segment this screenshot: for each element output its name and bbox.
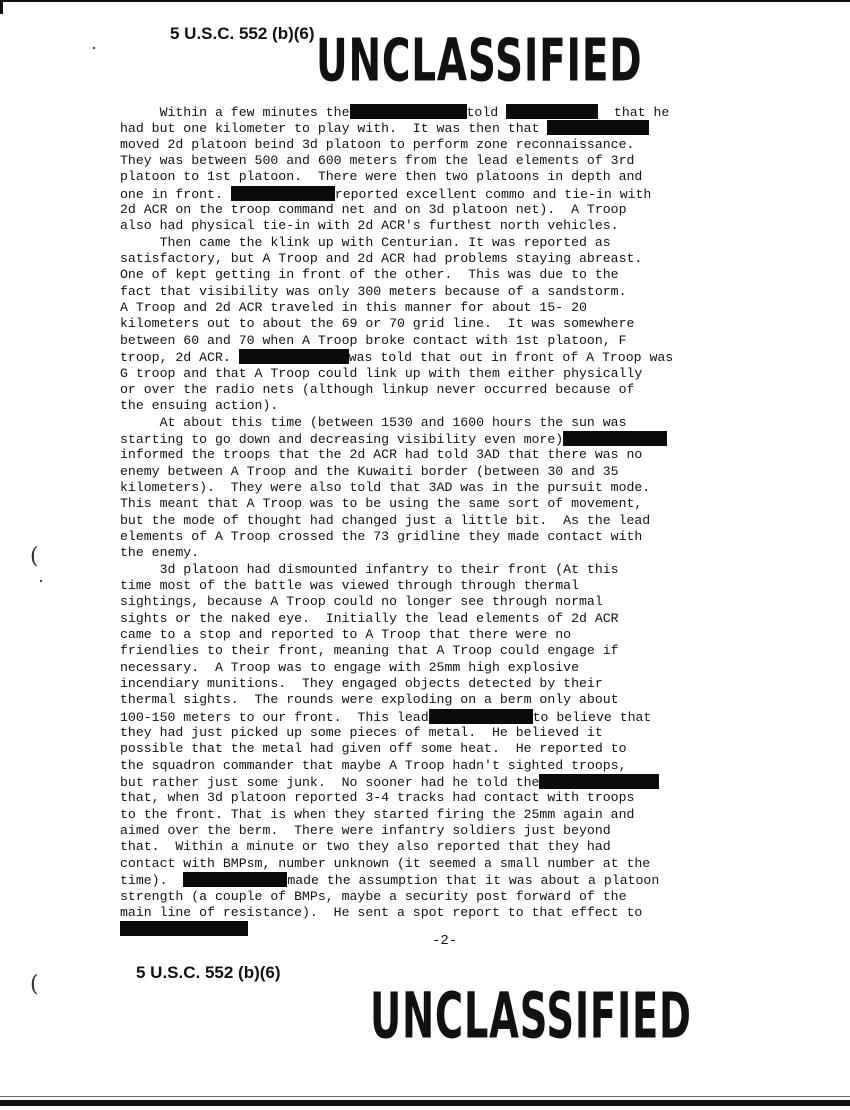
text-line xyxy=(120,333,770,349)
text-line xyxy=(120,431,770,447)
text-segment: moved 2d platoon beind 3d platoon to perform zone reconnaissance. xyxy=(120,136,635,152)
text-segment: enemy between A Troop and the Kuwaiti border (between 30 and 35 xyxy=(120,463,619,479)
scan-edge-top xyxy=(0,0,850,2)
document-body xyxy=(120,104,770,938)
text-segment: kilometers out to about the 69 or 70 grid line. It was somewhere xyxy=(120,316,635,332)
text-line xyxy=(120,153,770,169)
text-line xyxy=(120,692,770,708)
text-segment: They was between 500 and 600 meters from the lead elements of 3rd xyxy=(120,153,635,169)
text-line xyxy=(120,562,770,578)
text-line xyxy=(120,382,770,398)
text-segment: necessary. A Troop was to engage with 25mm high explosive xyxy=(120,659,579,675)
text-segment: sightings, because A Troop could no longer see through normal xyxy=(120,594,603,610)
text-line xyxy=(120,120,770,136)
text-segment: sights or the naked eye. Initially the lead elements of 2d ACR xyxy=(120,610,619,626)
text-segment: to believe that xyxy=(532,709,652,725)
text-line xyxy=(120,235,770,251)
text-segment: told xyxy=(466,105,507,120)
text-segment: that. Within a minute or two they also reported that they had xyxy=(120,839,611,855)
text-segment: informed the troops that the 2d ACR had told 3AD that there was no xyxy=(120,447,643,463)
text-line xyxy=(120,284,770,300)
text-line xyxy=(120,823,770,839)
text-line xyxy=(120,643,770,659)
text-line xyxy=(120,464,770,480)
margin-mark: ( xyxy=(30,972,39,997)
text-segment: contact with BMPsm, number unknown (it seemed a small number at the xyxy=(120,855,651,871)
text-segment: the ensuing action). xyxy=(120,398,279,414)
text-segment: platoon to 1st platoon. There were then two platoons in depth and xyxy=(120,169,643,185)
text-line xyxy=(120,251,770,267)
margin-mark: ( xyxy=(30,544,39,569)
text-segment: but the mode of thought had changed just a little bit. As the lead xyxy=(120,512,651,528)
redaction-box xyxy=(563,431,667,446)
footer-classification-stamp: UNCLASSIFIED xyxy=(370,980,692,1054)
text-segment: starting to go down and decreasing visibility even more) xyxy=(120,431,564,447)
text-segment: kilometers). They were also told that 3AD was in the pursuit mode. xyxy=(120,479,651,495)
redaction-box xyxy=(547,120,649,135)
text-segment: A Troop and 2d ACR traveled in this manner for about 15- 20 xyxy=(120,300,587,316)
text-line xyxy=(120,905,770,921)
text-line xyxy=(120,594,770,610)
text-segment: between 60 and 70 when A Troop broke contact with 1st platoon, F xyxy=(120,332,627,348)
redaction-box xyxy=(231,186,335,201)
header-classification-stamp: UNCLASSIFIED xyxy=(316,26,643,95)
text-segment: the squadron commander that maybe A Troop hadn't sighted troops, xyxy=(120,757,627,773)
text-line xyxy=(120,545,770,561)
text-segment: 2d ACR on the troop command net and on 3d platoon net). A Troop xyxy=(120,202,627,218)
text-segment: One of kept getting in front of the other. This was due to the xyxy=(120,267,619,283)
scan-edge-bottom xyxy=(0,1100,850,1106)
text-segment: Within a few minutes the xyxy=(120,105,350,120)
scan-edge-bottom-line xyxy=(0,1096,850,1097)
scan-speck xyxy=(40,580,42,582)
redaction-box xyxy=(429,709,533,724)
text-line xyxy=(120,774,770,790)
text-segment: the enemy. xyxy=(120,545,200,561)
text-segment: that he xyxy=(598,105,670,120)
text-line xyxy=(120,169,770,185)
text-line xyxy=(120,104,770,120)
text-segment: but rather just some junk. No sooner had he told the xyxy=(120,775,540,791)
text-segment: Then came the klink up with Centurian. It was reported as xyxy=(120,234,611,250)
redaction-box xyxy=(183,872,287,887)
text-line xyxy=(120,202,770,218)
scan-speck xyxy=(93,47,95,49)
text-line xyxy=(120,186,770,202)
text-segment: troop, 2d ACR. xyxy=(120,350,239,366)
text-segment: incendiary munitions. They engaged objects detected by their xyxy=(120,676,603,692)
text-line xyxy=(120,839,770,855)
text-line xyxy=(120,513,770,529)
text-line xyxy=(120,300,770,316)
text-line xyxy=(120,366,770,382)
text-line xyxy=(120,741,770,757)
page-number: -2- xyxy=(432,933,458,949)
redaction-box xyxy=(539,774,659,789)
text-line xyxy=(120,529,770,545)
text-segment: At about this time (between 1530 and 1600 hours the sun was xyxy=(120,414,627,430)
text-line xyxy=(120,349,770,365)
text-line xyxy=(120,807,770,823)
text-segment: also had physical tie-in with 2d ACR's furthest north vehicles. xyxy=(120,218,619,234)
text-segment: This meant that A Troop was to be using the same sort of movement, xyxy=(120,496,643,512)
text-line xyxy=(120,611,770,627)
footer-exemption-code: 5 U.S.C. 552 (b)(6) xyxy=(136,963,281,982)
text-segment: came to a stop and reported to A Troop that there were no xyxy=(120,627,572,642)
text-segment: main line of resistance). He sent a spot report to that effect to xyxy=(120,904,643,920)
text-segment: satisfactory, but A Troop and 2d ACR had problems staying abreast. xyxy=(120,251,643,267)
text-line xyxy=(120,660,770,676)
text-segment: or over the radio nets (although linkup never occurred because of xyxy=(120,381,635,397)
text-line xyxy=(120,496,770,512)
text-segment: time). xyxy=(120,873,184,889)
text-line xyxy=(120,790,770,806)
text-segment: aimed over the berm. There were infantry soldiers just beyond xyxy=(120,823,611,839)
text-line xyxy=(120,676,770,692)
text-segment: they had just picked up some pieces of metal. He believed it xyxy=(120,725,603,741)
text-line xyxy=(120,267,770,283)
text-segment: elements of A Troop crossed the 73 gridline they made contact with xyxy=(120,528,643,544)
text-segment: friendlies to their front, meaning that A Troop could engage if xyxy=(120,643,619,659)
redaction-box xyxy=(120,921,248,936)
text-segment: strength (a couple of BMPs, maybe a security post forward of the xyxy=(120,888,627,904)
text-line xyxy=(120,398,770,414)
text-segment: fact that visibility was only 300 meters because of a sandstorm. xyxy=(120,283,627,299)
text-segment: reported excellent commo and tie-in with xyxy=(334,186,652,202)
text-segment: G troop and that A Troop could link up with them either physically xyxy=(120,365,643,381)
text-line xyxy=(120,137,770,153)
text-segment: 3d platoon had dismounted infantry to their front (At this xyxy=(120,561,619,577)
redaction-box xyxy=(350,104,467,119)
text-segment: that, when 3d platoon reported 3-4 tracks had contact with troops xyxy=(120,790,635,806)
text-line xyxy=(120,856,770,872)
redaction-box xyxy=(506,104,598,119)
text-line xyxy=(120,218,770,234)
text-segment: one in front. xyxy=(120,186,231,202)
text-line xyxy=(120,872,770,888)
text-line xyxy=(120,578,770,594)
text-line xyxy=(120,480,770,496)
text-segment: time most of the battle was viewed through through thermal xyxy=(120,577,579,593)
text-line xyxy=(120,316,770,332)
text-segment: 100-150 meters to our front. This lead xyxy=(120,709,429,725)
scan-edge-left xyxy=(0,0,3,14)
text-segment: to the front. That is when they started firing the 25mm again and xyxy=(120,806,635,822)
text-line xyxy=(120,447,770,463)
header-exemption-code: 5 U.S.C. 552 (b)(6) xyxy=(170,24,315,43)
text-segment: was told that out in front of A Troop was xyxy=(348,350,674,366)
text-line xyxy=(120,758,770,774)
redaction-box xyxy=(239,349,349,364)
text-line xyxy=(120,627,770,643)
text-line xyxy=(120,709,770,725)
text-line xyxy=(120,725,770,741)
text-segment: possible that the metal had given off some heat. He reported to xyxy=(120,741,627,757)
text-segment: had but one kilometer to play with. It was then that xyxy=(120,121,548,137)
text-line xyxy=(120,415,770,431)
text-segment: thermal sights. The rounds were exploding on a berm only about xyxy=(120,692,619,708)
text-line xyxy=(120,889,770,905)
text-segment: made the assumption that it was about a platoon xyxy=(287,873,660,889)
